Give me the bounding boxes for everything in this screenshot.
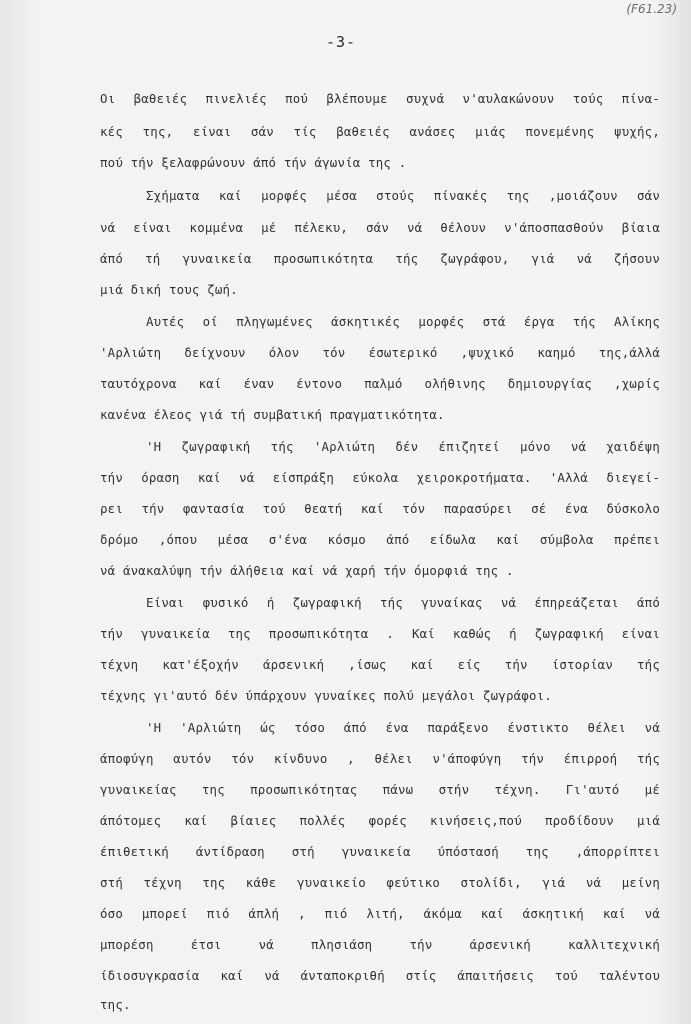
text-line: όσο μπορεί πιό άπλή , πιό λιτή, άκόμα καί άσκητική καί νά <box>100 906 660 921</box>
text-line: τήν γυναικεία της προσωπικότητα . Καί καθώς ή ζωγραφική είναι <box>100 626 660 641</box>
text-line: 'Η ζωγραφική τής 'Αρλιώτη δέν έπιζητεί μόνο νά χαιδέψη <box>146 439 660 454</box>
text-line: γυναικείας της προσωπικότητας πάνω στήν τέχνη. Γι'αυτό μέ <box>100 782 660 797</box>
text-line: Αυτές οί πληγωμένες άσκητικές μορφές στά έργα τής Αλίκης <box>146 314 660 329</box>
text-line: κανένα έλεος γιά τή συμβατική πραγματικότητα. <box>100 407 445 422</box>
text-line: πού τήν ξελαφρώνουν άπό τήν άγωνία της . <box>100 155 407 170</box>
text-line: μπορέση έτσι νά πλησιάση τήν άρσενική καλλιτεχνική <box>100 937 660 952</box>
text-line: Οι βαθειές πινελιές πού βλέπουμε συχνά ν'αυλακώνουν τούς πίνα- <box>100 91 660 106</box>
text-line: άποφύγη αυτόν τόν κίνδυνο , θέλει ν'άποφύγη τήν έπιρροή τής <box>100 751 660 766</box>
page-number: -3- <box>326 33 357 51</box>
text-line: άπότομες καί βίαιες πολλές φορές κινήσεις,πού προδίδουν μιά <box>100 813 660 828</box>
text-line: ρει τήν φαντασία τού θεατή καί τόν παρασύρει σέ ένα δύσκολο <box>100 501 660 516</box>
text-line: στή τέχνη της κάθε γυναικείο φεύτικο στολίδι, γιά νά μείνη <box>100 875 660 890</box>
text-line: της. <box>100 997 131 1012</box>
text-line: τήν όραση καί νά είσπράξη εύκολα χειροκροτήματα. 'Αλλά διεγεί- <box>100 470 660 485</box>
text-line: 'Αρλιώτη δείχνουν όλον τόν έσωτερικό ,ψυχικό καημό της,άλλά <box>100 345 660 360</box>
archive-reference: (F61.23) <box>626 2 677 16</box>
text-line: νά είναι κομμένα μέ πέλεκυ, σάν νά θέλουν ν'άποσπασθούν βίαια <box>100 220 660 235</box>
text-line: Είναι φυσικό ή ζωγραφική τής γυναίκας νά έπηρεάζεται άπό <box>146 595 660 610</box>
text-line: Σχήματα καί μορφές μέσα στούς πίνακές της ,μοιάζουν σάν <box>146 188 660 203</box>
text-line: κές της, είναι σάν τίς βαθειές ανάσες μιάς πονεμένης ψυχής, <box>100 124 660 139</box>
text-line: 'Η 'Αρλιώτη ώς τόσο άπό ένα παράξενο ένστικτο θέλει νά <box>146 720 660 735</box>
text-line: ταυτόχρονα καί έναν έντονο παλμό ολήθινης δημιουργίας ,χωρίς <box>100 376 660 391</box>
text-line: νά άνακαλύψη τήν άλήθεια καί νά χαρή τήν όμορφιά της . <box>100 563 514 578</box>
text-line: δρόμο ,όπου μέσα σ'ένα κόσμο άπό είδωλα καί σύμβολα πρέπει <box>100 532 660 547</box>
text-line: ίδιοσυγκρασία καί νά άνταποκριθή στίς άπαιτήσεις τού ταλέντου <box>100 968 660 983</box>
text-line: έπιθετική άντίδραση στή γυναικεία ύπόστασή της ,άπορρίπτει <box>100 844 660 859</box>
text-line: μιά δική τους ζωή. <box>100 282 238 297</box>
text-line: άπό τή γυναικεία προσωπικότητα τής ζωγράφου, γιά νά ζήσουν <box>100 251 660 266</box>
text-line: τέχνη κατ'έξοχήν άρσενική ,ίσως καί είς τήν ίστορίαν τής <box>100 657 660 672</box>
text-line: τέχνης γι'αυτό δέν ύπάρχουν γυναίκες πολύ μεγάλοι ζωγράφοι. <box>100 688 552 703</box>
